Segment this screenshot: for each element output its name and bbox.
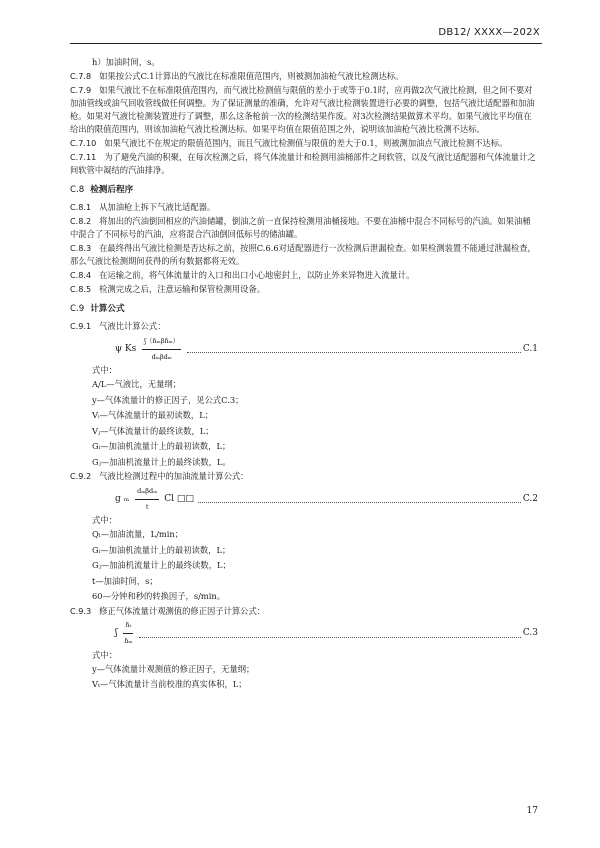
where-label: 式中： [92, 649, 117, 660]
formula-tail: Cl □□ [164, 493, 194, 504]
where-label: 式中： [92, 365, 117, 375]
fraction-denominator: t [145, 502, 149, 511]
clause-text: 在最终得出气液比检测是否达标之前，按照C.6.6对适配器进行一次检测后泄漏检查。如果检测装置不能通过泄漏检查，那么气液比检测期间获得的所有数据都将无效。 [70, 243, 536, 266]
clause-paragraph [70, 283, 538, 296]
symbol-definition: Vₜ—气体流量计当前校准的真实体积，L； [92, 679, 247, 689]
fraction-numerator: ɦₜ [123, 619, 133, 634]
clause-number: C.7.10 [70, 138, 97, 148]
section-number: C.8 [70, 185, 85, 195]
definitions-c2 [70, 527, 538, 605]
formula-c2 [70, 484, 538, 514]
clause-c-9-3 [70, 605, 538, 618]
header-rule [70, 43, 542, 44]
formula-fraction [123, 619, 133, 648]
clause-c-9-1 [70, 320, 538, 333]
clause-text: 检测完成之后，注意运输和保管检测用设备。 [99, 284, 266, 294]
page-number: 17 [526, 806, 538, 816]
fraction-denominator: ɦₘ [124, 637, 133, 645]
clause-paragraph [70, 137, 538, 150]
clause-text: 在运输之前，将气体流量计的入口和出口小心地密封上，以防止外来异物进入流量计。 [99, 270, 415, 280]
fraction-numerator: ʃ（ɦₘβɦₘ） [142, 335, 181, 350]
formula-c3 [70, 619, 538, 649]
dot-leader [198, 495, 521, 503]
clause-text: 如果按公式C.1计算出的气液比在标准限值范围内，则被测加油枪气液比检测达标。 [99, 71, 404, 81]
clause-number: C.8.2 [70, 216, 92, 226]
clause-text: h）加油时间，s。 [92, 57, 160, 67]
dot-leader [187, 345, 521, 353]
clause-number: C.9.3 [70, 605, 92, 616]
clause-number: C.8.4 [70, 270, 92, 280]
definitions-c3 [70, 662, 538, 693]
formula-lhs: ψ Ks [115, 343, 137, 354]
symbol-definition: Gᵢ—加油机流量计上的最初读数，L； [92, 544, 231, 555]
formula-fraction [142, 335, 181, 364]
symbol-definition: y—气体流量计观测值的修正因子，无量纲； [92, 663, 255, 674]
clause-text: 如果气液比不在标准限值范围内，而气液比检测值与限值的差小于或等于0.1时，应再做2次气液比检测，但之间不要对加油管线或油气回收管线做任何调整。为了保证测量的准确，允许对气液比检测装置进行必要的调整，包括气液比适配器和加油枪。如果对气液比检测装置进行了调整，那么这条枪前一次的检测结果作废。对3次检测结果做算术平均。如果气液比平均值在给出的限值范围内，则该加油枪气液比检测达标。如果平均值在限值范围之外，说明该加油枪气液比检测不达标。 [70, 85, 535, 134]
symbol-definition: Gⱼ—加油机流量计上的最终读数，L。 [92, 456, 231, 467]
clause-number: C.9.1 [70, 321, 92, 331]
fraction-denominator: dₘβdₘ [151, 352, 172, 361]
clause-paragraph [70, 84, 538, 136]
definitions-c1 [70, 377, 538, 470]
symbol-definition: Vᵢ—气体流量计的最初读数，L； [92, 410, 214, 420]
clause-paragraph [70, 201, 538, 214]
formula-fraction [135, 485, 159, 514]
clauses-c8 [70, 201, 538, 296]
formula-lhs: g ₘ [115, 493, 130, 504]
dot-leader [139, 630, 521, 638]
formula-lhs: ʃ [115, 628, 118, 638]
clause-text: 将加出的汽油倒回相应的汽油储罐，倒油之前一直保持检测用油桶接地。不要在油桶中混合不同标号的汽油。如果油桶中混合了不同标号的汽油，应将混合汽油倒回低标号的储油罐。 [70, 216, 531, 239]
clause-text: 修正气体流量计观测值的修正因子计算公式： [99, 605, 266, 616]
clause-number: C.7.9 [70, 85, 92, 95]
clause-text: 从加油枪上拆下气液比适配器。 [99, 202, 216, 212]
clause-paragraph [70, 151, 538, 177]
clause-number: C.9.2 [70, 471, 92, 481]
clause-text: 为了避免汽油的积聚，在每次检测之后，将气体流量计和检测用油桶部件之间软管，以及气液比适配器和气体流量计之间软管中凝结的汽油排净。 [70, 152, 536, 175]
clause-paragraph [70, 269, 538, 282]
clause-number: C.7.8 [70, 71, 92, 81]
equation-number: C.2 [522, 493, 538, 504]
symbol-definition: t—加油时间，s； [92, 575, 158, 586]
section-title: 计算公式 [90, 304, 125, 314]
document-code: DB12/ XXXX—202X [438, 27, 540, 38]
clause-text: 气液比检测过程中的加油流量计算公式： [99, 471, 249, 481]
clause-paragraph [70, 215, 538, 241]
equation-number: C.1 [522, 343, 538, 354]
symbol-definition: y—气体流量计的修正因子，见公式C.3； [92, 394, 244, 405]
symbol-definition: Gᵢ—加油机流量计上的最初读数，L； [92, 441, 231, 451]
symbol-definition: Vⱼ—气体流量计的最终读数，L； [92, 425, 214, 436]
section-title: 检测后程序 [90, 185, 134, 195]
symbol-definition: Gⱼ—加油机流量计上的最终读数，L； [92, 560, 231, 570]
symbol-definition: A/L—气液比，无量纲； [92, 379, 181, 389]
clause-paragraph [70, 70, 538, 83]
clause-text: 如果气液比不在规定的限值范围内，而且气液比检测值与限值的差大于0.1，则被测加油点气液比检测不达标。 [104, 138, 508, 148]
fraction-numerator: dₘβdₘ [135, 485, 159, 500]
clauses-c7 [70, 56, 538, 177]
where-label: 式中： [92, 515, 117, 525]
symbol-definition: Qₗ—加油流量，L/min； [92, 529, 184, 539]
section-number: C.9 [70, 304, 85, 314]
page-content [70, 56, 538, 693]
formula-c1 [70, 334, 538, 364]
clause-number: C.8.1 [70, 202, 92, 212]
symbol-definition: 60—分钟和秒的转换因子，s/min。 [92, 591, 226, 601]
section-heading-c8 [70, 184, 538, 197]
clause-text: 气液比计算公式： [99, 321, 166, 331]
clause-paragraph [70, 242, 538, 268]
clause-c-9-2 [70, 470, 538, 483]
clause-paragraph [70, 56, 538, 69]
clause-number: C.8.3 [70, 243, 92, 253]
clause-number: C.8.5 [70, 284, 92, 294]
section-heading-c9 [70, 303, 538, 316]
clause-number: C.7.11 [70, 152, 97, 162]
equation-number: C.3 [522, 628, 538, 638]
